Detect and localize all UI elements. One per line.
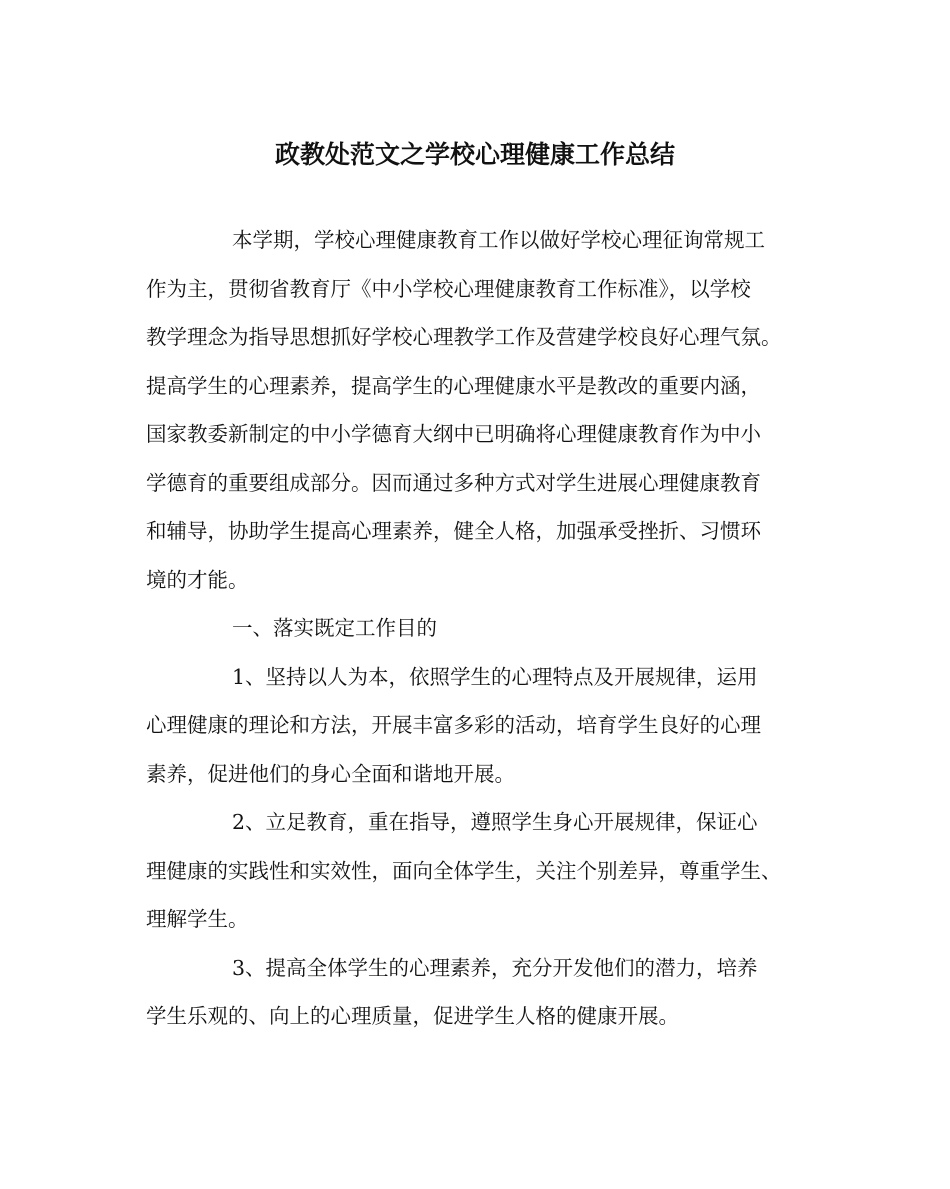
- list-item-line: 2、立足教育，重在指导，遵照学生身心开展规律，保证心: [232, 810, 758, 834]
- list-item-line: 理解学生。: [146, 907, 249, 931]
- paragraph-line: 国家教委新制定的中小学德育大纲中已明确将心理健康教育作为中小: [146, 422, 761, 446]
- document-body: [146, 222, 826, 1047]
- list-item-line: 学生乐观的、向上的心理质量，促进学生人格的健康开展。: [146, 1004, 679, 1028]
- section-heading: 一、落实既定工作目的: [232, 616, 437, 640]
- paragraph-line: 和辅导，协助学生提高心理素养，健全人格，加强承受挫折、习惯环: [146, 519, 761, 543]
- list-item-line: 素养，促进他们的身心全面和谐地开展。: [146, 761, 515, 786]
- paragraph-line: 境的才能。: [146, 567, 249, 592]
- paragraph-line: 提高学生的心理素养，提高学生的心理健康水平是教改的重要内涵，: [146, 373, 761, 398]
- paragraph-line: 学德育的重要组成部分。因而通过多种方式对学生进展心理健康教育: [146, 470, 761, 495]
- paragraph-line: 本学期，学校心理健康教育工作以做好学校心理征询常规工: [232, 228, 765, 252]
- list-item-line: 理健康的实践性和实效性，面向全体学生，关注个别差异，尊重学生、: [146, 858, 782, 883]
- list-item-line: 3、提高全体学生的心理素养，充分开发他们的潜力，培养: [232, 955, 758, 980]
- paragraph-line: 作为主，贯彻省教育厅《中小学校心理健康教育工作标准》，以学校: [146, 276, 751, 301]
- paragraph-line: 教学理念为指导思想抓好学校心理教学工作及营建学校良好心理气氛。: [146, 325, 782, 349]
- list-item-line: 心理健康的理论和方法，开展丰富多彩的活动，培育学生良好的心理: [146, 713, 761, 737]
- list-item-line: 1、坚持以人为本，依照学生的心理特点及开展规律，运用: [232, 664, 758, 689]
- document-title: 政教处范文之学校心理健康工作总结: [274, 140, 675, 169]
